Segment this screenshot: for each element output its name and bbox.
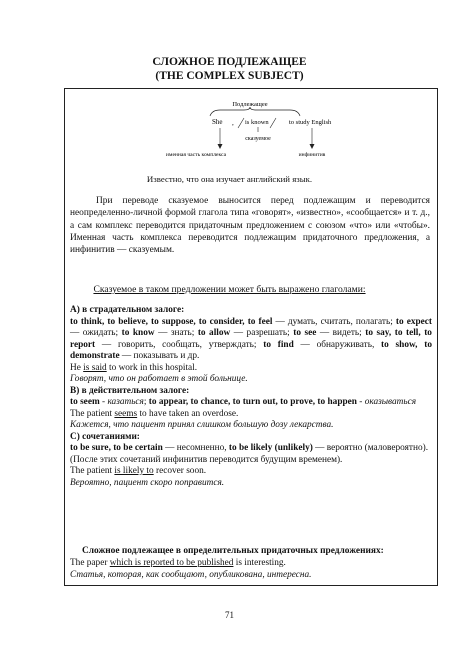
verb-translation: — ожидать; bbox=[70, 328, 122, 338]
intro-paragraph: При переводе сказуемое выносится перед подлежащим и переводится неопределенно-личной формой глагола типа «говорят», «известно», «сообщается» и т. д., а сам комплекс переводится придаточным предложением с союзом «что» или «чтобы». Именная часть комплекса переводится подлежащим придаточного предложения, а инфинитив — сказуемым. bbox=[70, 196, 430, 256]
section-a-verbs bbox=[70, 317, 432, 363]
verb-translation: - bbox=[356, 397, 365, 407]
final-heading: Сложное подлежащее в определительных придаточных предложениях: bbox=[82, 546, 384, 556]
section-a-example bbox=[70, 363, 432, 375]
example-text: recover soon. bbox=[153, 466, 207, 476]
verb-group: to show, to demonstrate bbox=[70, 339, 433, 361]
example-underlined: is likely to bbox=[114, 466, 154, 476]
example-text: The patient bbox=[70, 408, 115, 419]
section-c-heading: С) сочетаниями: bbox=[70, 431, 140, 442]
example-underlined: is said bbox=[83, 362, 107, 373]
complex-subject-diagram bbox=[140, 98, 360, 160]
verb-translation: — вероятно (маловероятно). bbox=[312, 443, 429, 453]
verb-translation: — несомненно, bbox=[162, 443, 229, 453]
example-text: is interesting. bbox=[233, 558, 286, 568]
example-text: He bbox=[70, 362, 84, 373]
verb-group: to know bbox=[121, 328, 155, 338]
section-c-example bbox=[70, 466, 432, 478]
page-number: 71 bbox=[225, 610, 234, 620]
verb-group: to expect bbox=[395, 316, 432, 327]
diagram-predicate-label: сказуемое bbox=[245, 136, 271, 142]
diagram-right-arrowhead bbox=[310, 144, 315, 149]
verb-group: to think, to believe, to suppose, to consider, to feel bbox=[70, 316, 273, 327]
verb-translation: казаться bbox=[107, 397, 144, 407]
diagram-left-label: именная часть комплекса bbox=[165, 152, 227, 158]
example-text: to have taken an overdose. bbox=[137, 408, 239, 419]
section-a-heading: А) в страдательном залоге: bbox=[70, 305, 185, 315]
verbs-body bbox=[70, 305, 432, 489]
example-underlined: which is reported to be published bbox=[109, 558, 234, 568]
page-subtitle: (THE COMPLEX SUBJECT) bbox=[155, 70, 304, 82]
section-c-verbs bbox=[70, 443, 432, 455]
section-c-example-translation: Вероятно, пациент скоро поправится. bbox=[70, 477, 225, 488]
section-b-example-translation: Кажется, что пациент принял слишком большую дозу лекарства. bbox=[70, 420, 334, 430]
section-b-heading: В) в действительном залоге: bbox=[70, 385, 190, 396]
verb-translation: — говорить, сообщать, утверждать; bbox=[95, 339, 264, 350]
verb-translation: — разрешать; bbox=[230, 328, 294, 338]
verbs-heading: Сказуемое в таком предложении может быть выражено глаголами: bbox=[93, 284, 366, 295]
diagram-verb-slash-right bbox=[270, 118, 276, 128]
diagram-infinitive-phrase: to study English bbox=[289, 119, 332, 126]
verb-translation: — показывать и др. bbox=[119, 351, 200, 361]
verb-translation: — думать, считать, полагать; bbox=[272, 316, 396, 327]
section-c-note: (После этих сочетаний инфинитив переводится будущим временем). bbox=[70, 454, 343, 465]
diagram-top-brace bbox=[210, 107, 300, 116]
example-text: The patient bbox=[70, 466, 115, 476]
verb-group: to be likely (unlikely) bbox=[228, 443, 313, 453]
diagram-verb: is known bbox=[245, 119, 269, 126]
verb-group: to be sure, to be certain bbox=[70, 443, 163, 453]
verb-translation: — знать; bbox=[154, 328, 198, 338]
diagram-top-label: Подлежащее bbox=[232, 101, 268, 108]
diagram-comma: , bbox=[232, 119, 234, 127]
diagram-subject: She bbox=[212, 118, 223, 126]
section-b-example bbox=[70, 409, 432, 421]
example-text: to work in this hospital. bbox=[106, 362, 198, 373]
section-a-example-translation: Говорят, что он работает в этой больнице. bbox=[70, 374, 248, 384]
verb-group: to appear, to chance, to turn out, to prove, to happen bbox=[148, 397, 357, 407]
verb-translation: — видеть; bbox=[316, 328, 366, 338]
verb-group: to seem bbox=[70, 397, 100, 407]
verb-translation: оказываться bbox=[364, 397, 417, 407]
example-translation: Известно, что она изучает английский язык. bbox=[146, 174, 313, 184]
final-example-translation: Статья, которая, как сообщают, опубликована, интересна. bbox=[70, 570, 312, 580]
verb-group: to find bbox=[263, 339, 294, 350]
diagram-verb-slash-left bbox=[238, 118, 244, 128]
verb-translation: ; bbox=[143, 397, 149, 407]
page-title: СЛОЖНОЕ ПОДЛЕЖАЩЕЕ bbox=[152, 56, 307, 68]
diagram-right-label: инфинитив bbox=[298, 152, 326, 158]
diagram-left-arrowhead bbox=[218, 144, 223, 149]
verb-group: to allow bbox=[197, 328, 231, 338]
verb-group: to see bbox=[293, 328, 317, 338]
verb-group: to say, to tell, to report bbox=[70, 328, 432, 350]
example-text: The paper bbox=[70, 558, 110, 568]
section-b-verbs bbox=[70, 397, 432, 409]
verb-translation: — обнаруживать, bbox=[293, 339, 382, 350]
final-example bbox=[70, 558, 286, 568]
verb-translation: - bbox=[99, 397, 108, 407]
example-underlined: seems bbox=[114, 408, 138, 419]
